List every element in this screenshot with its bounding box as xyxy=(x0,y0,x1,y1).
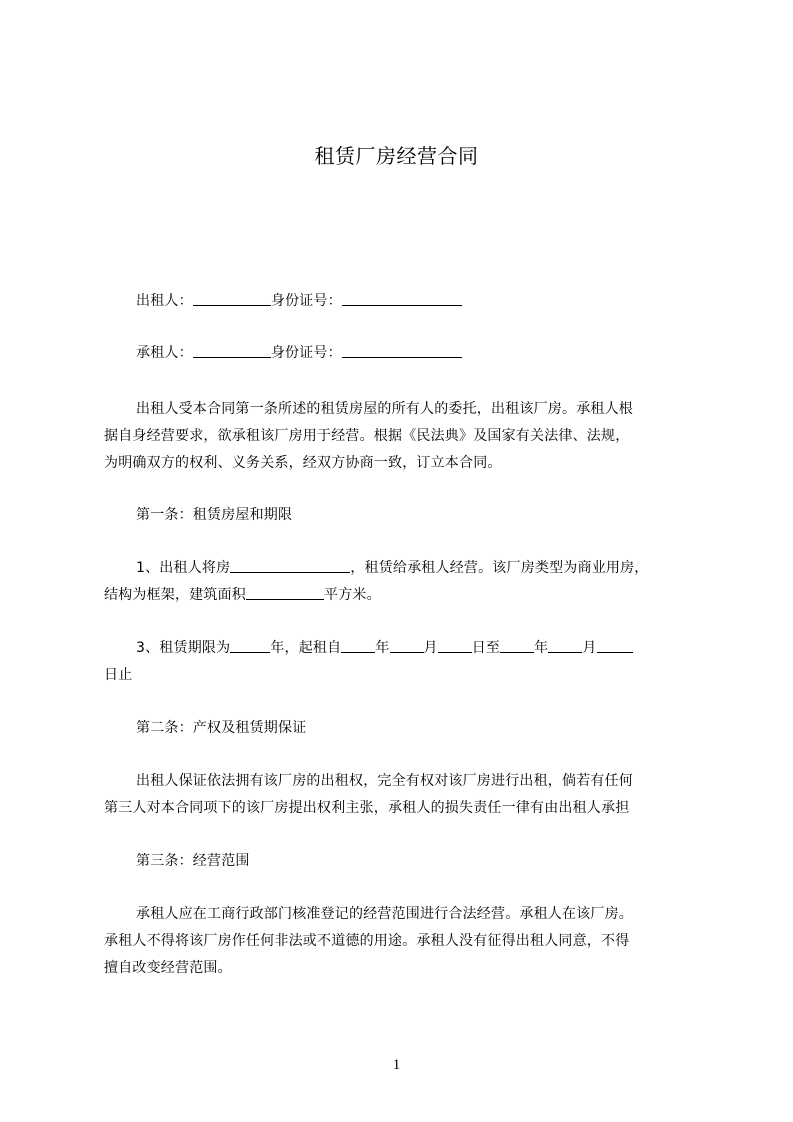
clause-text: 年 xyxy=(534,640,549,656)
clause-text: 3、租赁期限为 xyxy=(136,640,231,656)
article-3-line: 承租人应在工商行政部门核准登记的经营范围进行合法经营。承租人在该厂房。 xyxy=(136,906,633,922)
article-1-heading: 第一条：租赁房屋和期限 xyxy=(136,507,293,523)
clause-text: 年，起租自 xyxy=(270,640,342,656)
lessor-name-blank xyxy=(193,291,271,306)
clause-text: ，租赁给承租人经营。该厂房类型为商业用房， xyxy=(350,560,649,576)
intro-line: 出租人受本合同第一条所述的租赁房屋的所有人的委托，出租该厂房。承租人根 xyxy=(136,401,633,417)
article-2-line: 第三人对本合同项下的该厂房提出权利主张，承租人的损失责任一律有由出租人承担 xyxy=(104,800,630,816)
lessee-name-blank xyxy=(193,343,271,358)
lessee-label: 承租人： xyxy=(136,345,193,361)
end-year-blank xyxy=(500,638,534,653)
article-1-clause-1-cont xyxy=(104,585,704,605)
end-day-blank xyxy=(597,638,633,653)
lessor-id-label: 身份证号： xyxy=(270,293,342,309)
document-title: 租赁厂房经营合同 xyxy=(314,144,479,168)
lessee-id-label: 身份证号： xyxy=(270,345,342,361)
intro-line: 据自身经营要求，欲承租该厂房用于经营。根据《民法典》及国家有关法律、法规， xyxy=(104,428,630,444)
clause-text: 平方米。 xyxy=(324,587,381,603)
lessor-line xyxy=(104,291,736,311)
start-year-blank xyxy=(341,638,375,653)
lessee-id-blank xyxy=(342,343,462,358)
article-1-clause-3 xyxy=(104,638,736,658)
lessor-label: 出租人： xyxy=(136,293,193,309)
intro-line: 为明确双方的权利、义务关系，经双方协商一致，订立本合同。 xyxy=(104,455,502,471)
article-3-heading: 第三条：经营范围 xyxy=(136,853,250,869)
article-1-clause-1 xyxy=(104,558,736,578)
article-3-line: 擅自改变经营范围。 xyxy=(104,960,232,976)
clause-text: 1、出租人将房 xyxy=(136,560,231,576)
clause-text: 日至 xyxy=(471,640,501,656)
lessee-line xyxy=(104,343,736,363)
premises-blank xyxy=(230,558,350,573)
start-day-blank xyxy=(438,638,472,653)
page-number: 1 xyxy=(392,1057,401,1073)
term-years-blank xyxy=(230,638,270,653)
article-2-line: 出租人保证依法拥有该厂房的出租权，完全有权对该厂房进行出租，倘若有任何 xyxy=(136,773,633,789)
end-month-blank xyxy=(548,638,582,653)
area-blank xyxy=(246,585,324,600)
article-3-line: 承租人不得将该厂房作任何非法或不道德的用途。承租人没有征得出租人同意，不得 xyxy=(104,933,630,949)
clause-text: 年 xyxy=(375,640,390,656)
article-1-clause-3-cont: 日止 xyxy=(104,667,133,683)
lessor-id-blank xyxy=(342,291,462,306)
clause-text: 结构为框架，建筑面积 xyxy=(104,587,246,603)
clause-text: 月 xyxy=(582,640,597,656)
clause-text: 月 xyxy=(423,640,438,656)
article-2-heading: 第二条：产权及租赁期保证 xyxy=(136,720,307,736)
start-month-blank xyxy=(390,638,424,653)
